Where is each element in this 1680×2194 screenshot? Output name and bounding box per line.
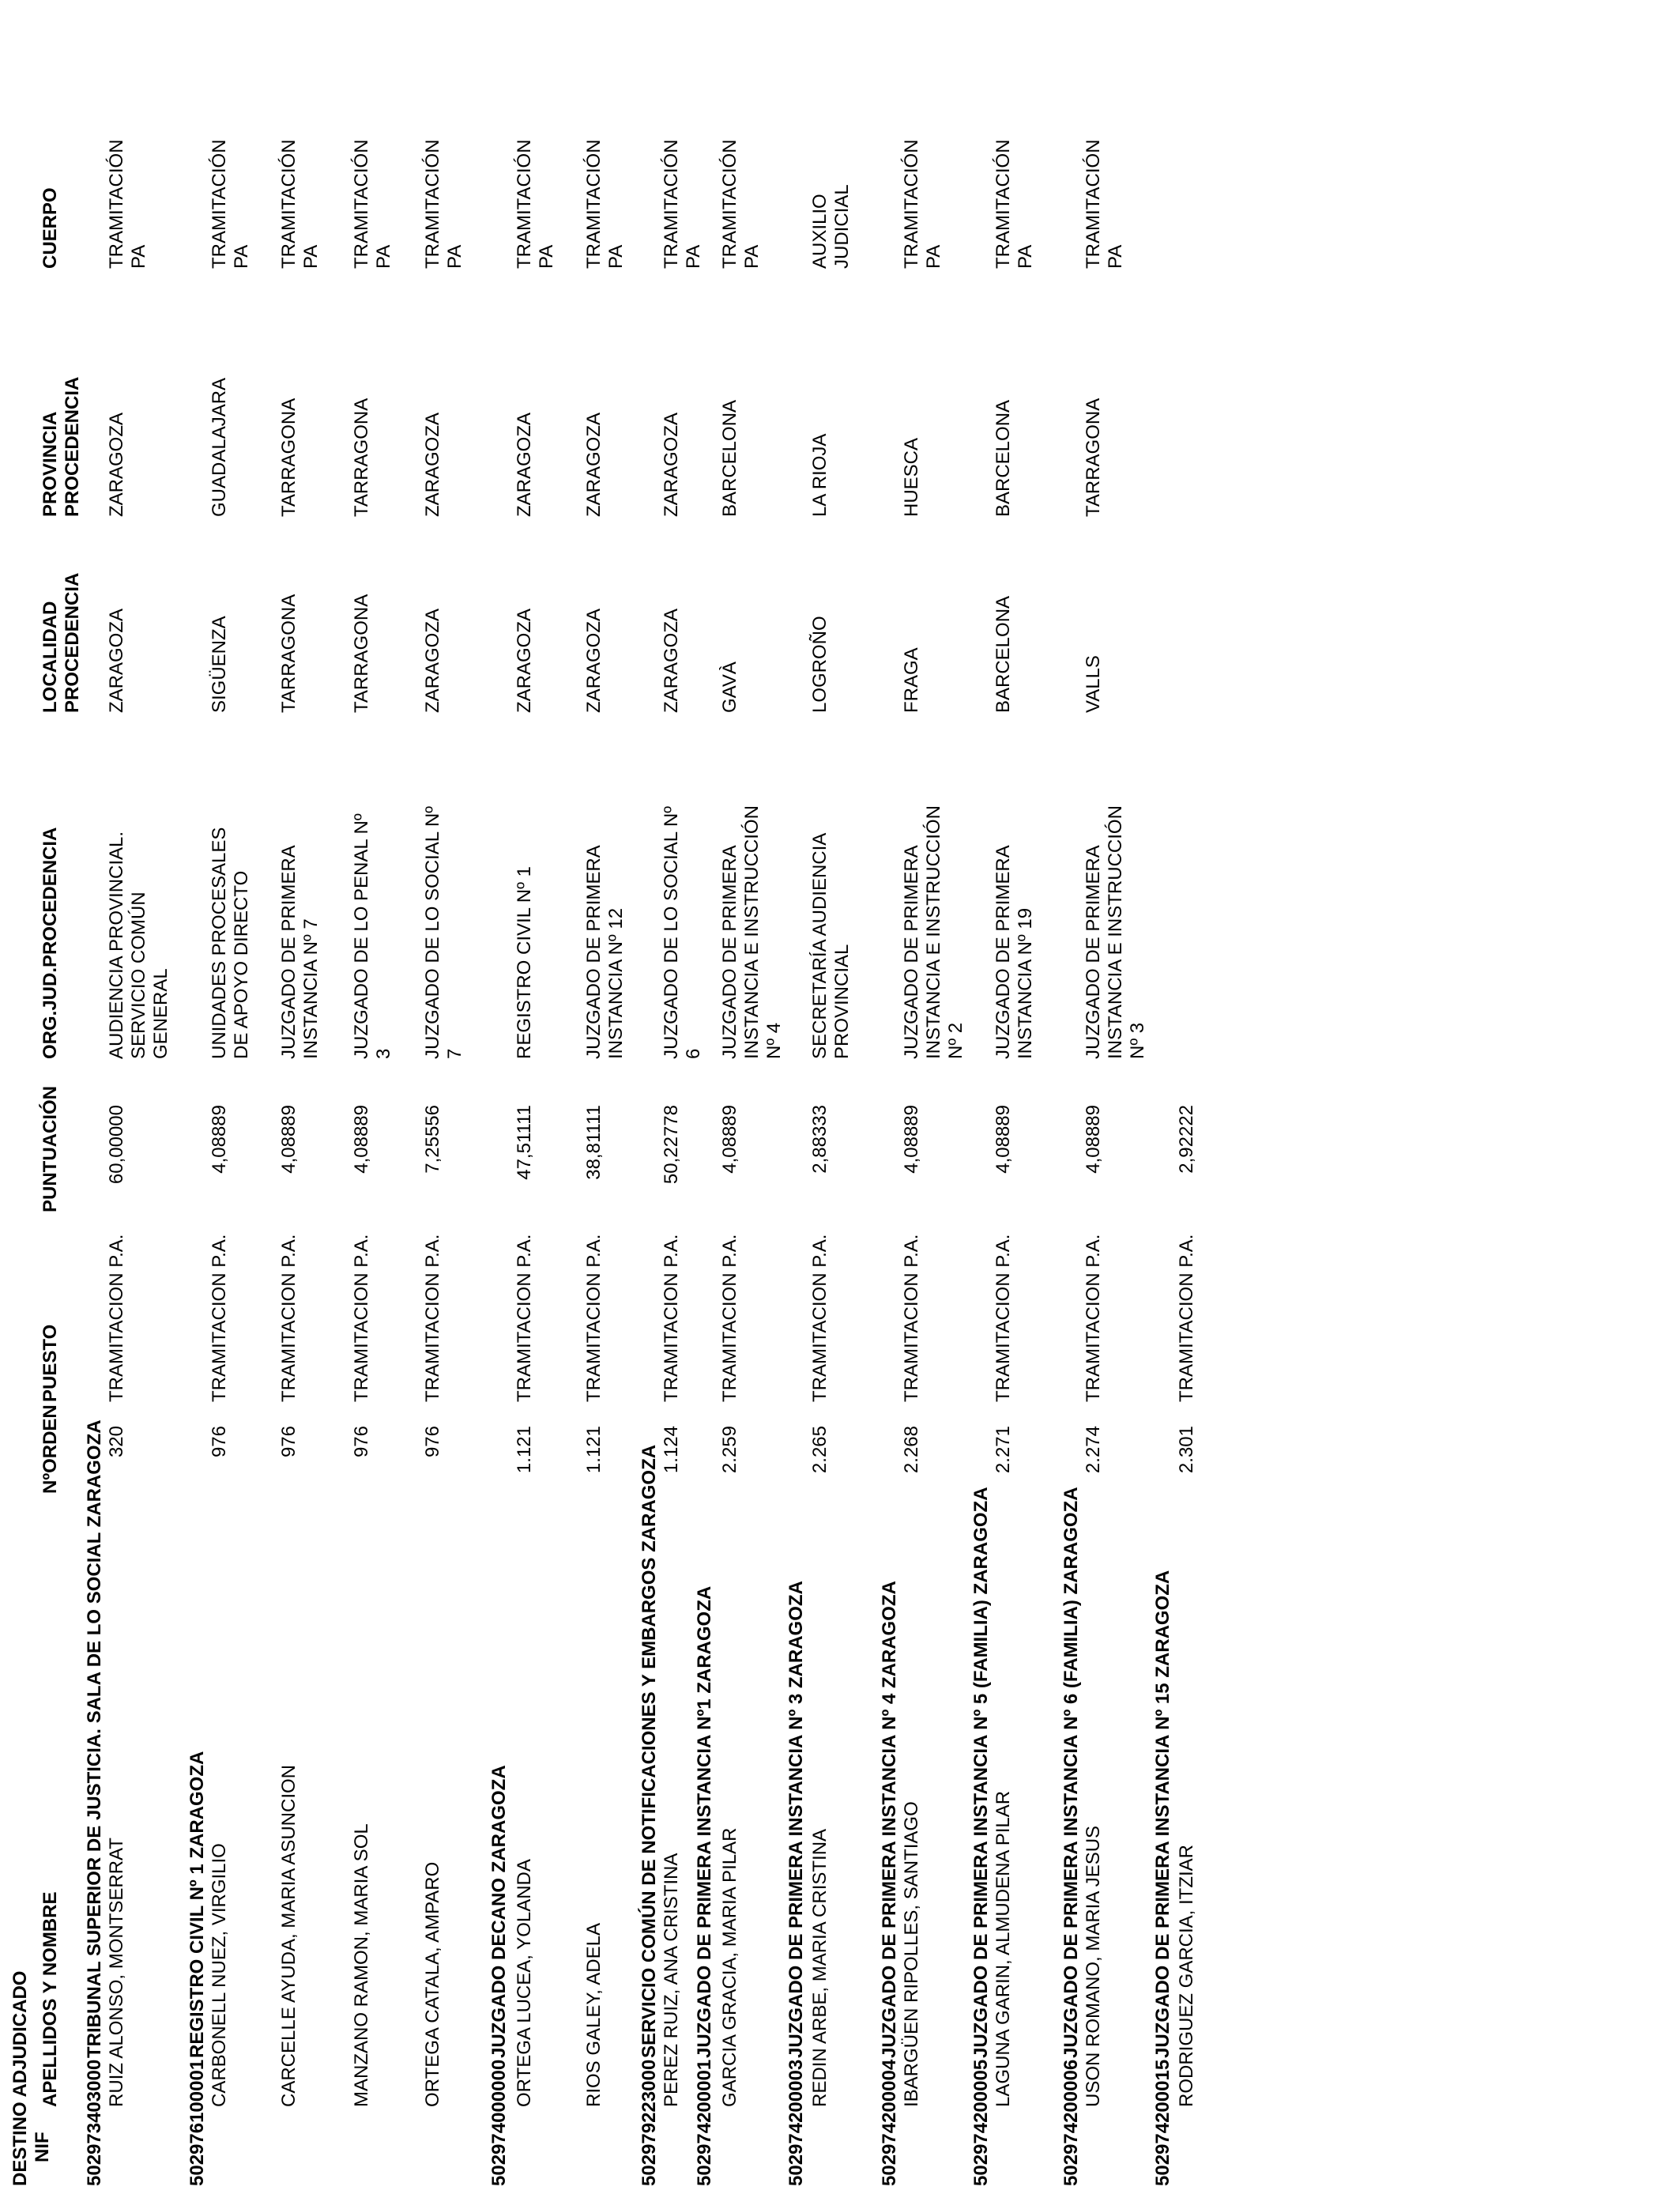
body-corps: TRAMITACIÓN PA (1083, 139, 1126, 269)
order-number: 2.259 (719, 1426, 740, 1474)
post: TRAMITACION P.A. (278, 1234, 299, 1402)
group-title: TRIBUNAL SUPERIOR DE JUSTICIA. SALA DE LO SOCIAL ZARAGOZA (84, 1419, 105, 2058)
group-code: 502974200006 (1060, 2059, 1082, 2186)
score: 7,25556 (422, 1105, 443, 1174)
group-code: 502974200003 (785, 2059, 807, 2186)
origin-locality: LOGROÑO (809, 616, 831, 713)
origin-court: JUZGADO DE PRIMERA INSTANCIA E INSTRUCCIÓN Nº 3 (1083, 805, 1148, 1059)
order-number: 2.274 (1083, 1426, 1104, 1474)
score: 47,51111 (514, 1105, 535, 1180)
origin-locality: TARRAGONA (351, 594, 372, 713)
body-corps: TRAMITACIÓN PA (422, 139, 465, 269)
origin-province: ZARAGOZA (514, 412, 535, 517)
body-corps: TRAMITACIÓN PA (993, 139, 1036, 269)
post: TRAMITACION P.A. (422, 1234, 443, 1402)
body-corps: TRAMITACIÓN PA (514, 139, 557, 269)
group-title: JUZGADO DE PRIMERA INSTANCIA Nº 4 ZARAGOZA (879, 1581, 900, 2058)
score: 60,00000 (106, 1105, 127, 1185)
order-number: 1.121 (583, 1426, 605, 1474)
origin-court: JUZGADO DE PRIMERA INSTANCIA Nº 19 (993, 846, 1036, 1059)
header-provincia: PROVINCIA PROCEDENCIA (40, 376, 83, 517)
post: TRAMITACION P.A. (351, 1234, 372, 1402)
post: TRAMITACION P.A. (1176, 1234, 1197, 1402)
person-name: IBARGÜEN RIPOLLES, SANTIAGO (901, 1801, 922, 2107)
score: 2,92222 (1176, 1105, 1197, 1174)
person-name: REDIN ARBE, MARIA CRISTINA (809, 1828, 831, 2107)
person-name: ORTEGA LUCEA, YOLANDA (514, 1859, 535, 2107)
order-number: 1.121 (514, 1426, 535, 1474)
person-name: CARBONELL NUEZ, VIRGILIO (209, 1843, 230, 2107)
origin-court: JUZGADO DE PRIMERA INSTANCIA Nº 7 (278, 846, 322, 1059)
group-code: 502974200015 (1152, 2059, 1173, 2186)
group-title: REGISTRO CIVIL Nº 1 ZARAGOZA (186, 1751, 208, 2058)
score: 4,08889 (993, 1105, 1014, 1174)
header-cuerpo: CUERPO (40, 187, 61, 269)
origin-locality: ZARAGOZA (583, 608, 605, 713)
post: TRAMITACION P.A. (901, 1234, 922, 1402)
header-norden: NºORDEN (40, 1404, 61, 1494)
origin-province: ZARAGOZA (583, 412, 605, 517)
person-name: RODRIGUEZ GARCIA, ITZIAR (1176, 1844, 1197, 2107)
body-corps: TRAMITACIÓN PA (661, 139, 704, 269)
post: TRAMITACION P.A. (719, 1234, 740, 1402)
post: TRAMITACION P.A. (993, 1234, 1014, 1402)
score: 4,08889 (209, 1105, 230, 1174)
order-number: 2.301 (1176, 1426, 1197, 1474)
origin-locality: SIGÜENZA (209, 616, 230, 713)
origin-locality: FRAGA (901, 647, 922, 713)
body-corps: TRAMITACIÓN PA (278, 139, 322, 269)
order-number: 320 (106, 1426, 127, 1458)
origin-court: JUZGADO DE LO SOCIAL Nº 6 (661, 806, 704, 1059)
origin-province: TARRAGONA (278, 398, 299, 517)
origin-locality: ZARAGOZA (661, 608, 682, 713)
origin-province: BARCELONA (993, 399, 1014, 517)
person-name: CARCELLE AYUDA, MARIA ASUNCION (278, 1764, 299, 2107)
origin-court: SECRETARÍA AUDIENCIA PROVINCIAL (809, 834, 853, 1059)
body-corps: TRAMITACIÓN PA (719, 139, 763, 269)
post: TRAMITACION P.A. (209, 1234, 230, 1402)
score: 4,08889 (351, 1105, 372, 1174)
origin-locality: TARRAGONA (278, 594, 299, 713)
order-number: 976 (351, 1426, 372, 1458)
origin-locality: ZARAGOZA (106, 608, 127, 713)
origin-province: HUESCA (901, 437, 922, 517)
order-number: 976 (278, 1426, 299, 1458)
group-title: JUZGADO DE PRIMERA INSTANCIA Nº 15 ZARAGOZA (1152, 1570, 1173, 2058)
origin-province: LA RIOJA (809, 433, 831, 517)
score: 38,81111 (583, 1105, 605, 1180)
group-code: 502973403000 (84, 2059, 105, 2186)
origin-province: ZARAGOZA (661, 412, 682, 517)
origin-locality: BARCELONA (993, 595, 1014, 713)
score: 4,08889 (1083, 1105, 1104, 1174)
body-corps: TRAMITACIÓN PA (901, 139, 944, 269)
origin-court: JUZGADO DE PRIMERA INSTANCIA E INSTRUCCIÓN Nº 4 (719, 805, 785, 1059)
person-name: PEREZ RUIZ, ANA CRISTINA (661, 1853, 682, 2107)
group-title: JUZGADO DECANO ZARAGOZA (488, 1765, 510, 2058)
person-name: GARCIA GRACIA, MARIA PILAR (719, 1827, 740, 2107)
group-title: JUZGADO DE PRIMERA INSTANCIA Nº 5 (FAMILIA) ZARAGOZA (970, 1487, 992, 2058)
origin-court: JUZGADO DE LO SOCIAL Nº 7 (422, 806, 465, 1059)
score: 2,88333 (809, 1105, 831, 1174)
post: TRAMITACION P.A. (583, 1234, 605, 1402)
origin-locality: GAVÀ (719, 662, 740, 713)
score: 4,08889 (719, 1105, 740, 1174)
body-corps: TRAMITACIÓN PA (106, 139, 149, 269)
order-number: 2.265 (809, 1426, 831, 1474)
group-title: JUZGADO DE PRIMERA INSTANCIA Nº1 ZARAGOZA (694, 1585, 715, 2058)
post: TRAMITACION P.A. (106, 1234, 127, 1402)
origin-locality: ZARAGOZA (422, 608, 443, 713)
post: TRAMITACION P.A. (514, 1234, 535, 1402)
order-number: 2.271 (993, 1426, 1014, 1474)
origin-province: TARRAGONA (1083, 398, 1104, 517)
score: 50,22778 (661, 1105, 682, 1185)
group-code: 502974200005 (970, 2059, 992, 2186)
header-puntuacion: PUNTUACIÓN (40, 1086, 61, 1212)
group-title: JUZGADO DE PRIMERA INSTANCIA Nº 3 ZARAGOZA (785, 1581, 807, 2058)
person-name: USON ROMANO, MARIA JESUS (1083, 1825, 1104, 2107)
origin-locality: ZARAGOZA (514, 608, 535, 713)
origin-court: JUZGADO DE PRIMERA INSTANCIA Nº 12 (583, 846, 627, 1059)
header-puesto: PUESTO (40, 1324, 61, 1402)
origin-province: ZARAGOZA (106, 412, 127, 517)
header-nombre: APELLIDOS Y NOMBRE (40, 1891, 61, 2107)
origin-province: BARCELONA (719, 399, 740, 517)
body-corps: TRAMITACIÓN PA (583, 139, 627, 269)
group-title: SERVICIO COMÚN DE NOTIFICACIONES Y EMBARGOS ZARAGOZA (638, 1444, 660, 2058)
origin-province: TARRAGONA (351, 398, 372, 517)
score: 4,08889 (901, 1105, 922, 1174)
order-number: 976 (422, 1426, 443, 1458)
body-corps: TRAMITACIÓN PA (209, 139, 252, 269)
origin-province: ZARAGOZA (422, 412, 443, 517)
group-code: 502974200001 (694, 2059, 715, 2186)
person-name: RUIZ ALONSO, MONTSERRAT (106, 1838, 127, 2107)
origin-court: AUDIENCIA PROVINCIAL. SERVICIO COMÚN GENERAL (106, 831, 171, 1059)
header-destino: DESTINO ADJUDICADO (9, 1970, 31, 2186)
origin-court: JUZGADO DE LO PENAL Nº 3 (351, 813, 394, 1059)
order-number: 2.268 (901, 1426, 922, 1474)
person-name: MANZANO RAMON, MARIA SOL (351, 1823, 372, 2107)
body-corps: AUXILIO JUDICIAL (809, 184, 853, 269)
person-name: LAGUNA GARIN, ALMUDENA PILAR (993, 1790, 1014, 2107)
order-number: 976 (209, 1426, 230, 1458)
origin-court: REGISTRO CIVIL Nº 1 (514, 866, 535, 1059)
header-org: ORG.JUD.PROCEDENCIA (40, 827, 61, 1059)
person-name: RIOS GALEY, ADELA (583, 1922, 605, 2107)
post: TRAMITACION P.A. (1083, 1234, 1104, 1402)
order-number: 1.124 (661, 1426, 682, 1474)
origin-court: JUZGADO DE PRIMERA INSTANCIA E INSTRUCCIÓN Nº 2 (901, 805, 966, 1059)
header-nif: NIF (32, 2132, 53, 2162)
origin-court: UNIDADES PROCESALES DE APOYO DIRECTO (209, 827, 252, 1059)
group-title: JUZGADO DE PRIMERA INSTANCIA Nº 6 (FAMILIA) ZARAGOZA (1060, 1487, 1082, 2058)
header-localidad: LOCALIDAD PROCEDENCIA (40, 572, 83, 713)
person-name: ORTEGA CATALA, AMPARO (422, 1861, 443, 2107)
group-code: 502976100001 (186, 2059, 208, 2186)
post: TRAMITACION P.A. (809, 1234, 831, 1402)
body-corps: TRAMITACIÓN PA (351, 139, 394, 269)
post: TRAMITACION P.A. (661, 1234, 682, 1402)
score: 4,08889 (278, 1105, 299, 1174)
origin-province: GUADALAJARA (209, 377, 230, 517)
group-code: 502974000000 (488, 2059, 510, 2186)
origin-locality: VALLS (1083, 655, 1104, 713)
group-code: 502979223000 (638, 2059, 660, 2186)
group-code: 502974200004 (879, 2059, 900, 2186)
